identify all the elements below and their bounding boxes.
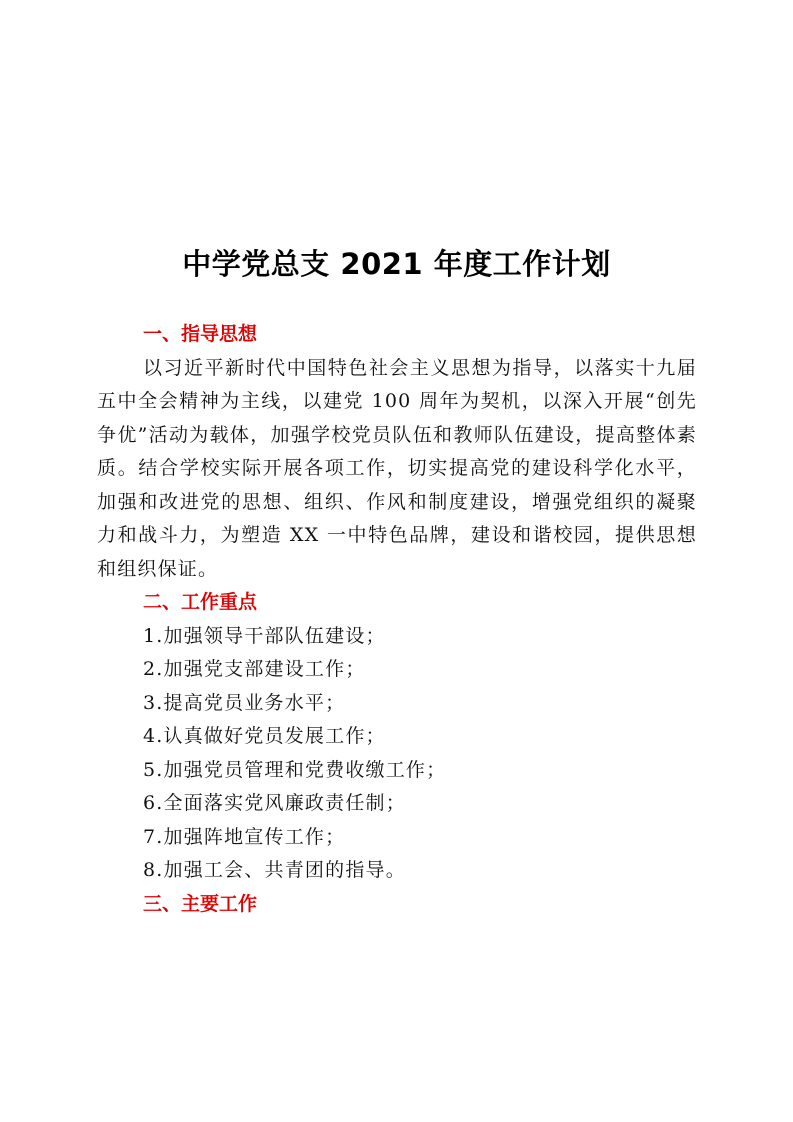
list-item: 4.认真做好党员发展工作； xyxy=(143,725,386,747)
list-item: 3.提高党员业务水平； xyxy=(143,691,346,714)
section-heading-guiding-ideology: 一、指导思想 xyxy=(143,323,258,345)
list-item: 1.加强领导干部队伍建设； xyxy=(143,624,386,647)
document-title: 中学党总支 2021 年度工作计划 xyxy=(182,247,611,281)
guiding-ideology-paragraph: 以习近平新时代中国特色社会主义思想为指导，以落实十九届五中全会精神为主线，以建党 100 周年为契机，以深入开展“创先争优”活动为载体，加强学校党员队伍和教师队伍建设，提高整体素质。结合学校实际开展各项工作，切实提高党的建设科学化水平，加强和改进党的思想、组织、作风和制度建设，增强党组织的凝聚力和战斗力，为塑造 XX 一中特色品牌，建设和谐校园，提供思想和组织保证。 xyxy=(97,356,697,580)
document-body xyxy=(97,318,697,921)
list-item: 2.加强党支部建设工作； xyxy=(143,658,366,680)
section-heading-main-work: 三、主要工作 xyxy=(143,892,258,915)
list-item: 7.加强阵地宣传工作； xyxy=(143,825,346,848)
list-item: 6.全面落实党风廉政责任制； xyxy=(143,792,406,814)
list-item: 5.加强党员管理和党费收缴工作； xyxy=(143,758,447,781)
section-heading-work-focus: 二、工作重点 xyxy=(143,591,258,613)
work-focus-list xyxy=(97,620,697,888)
list-item: 8.加强工会、共青团的指导。 xyxy=(143,859,406,881)
